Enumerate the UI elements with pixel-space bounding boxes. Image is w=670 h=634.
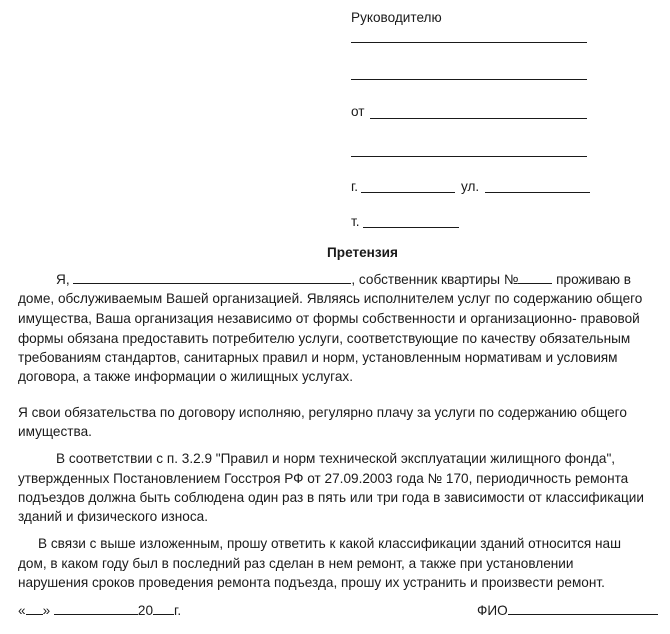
addressee-line-2[interactable] — [351, 79, 587, 80]
from-line-2[interactable] — [351, 156, 587, 157]
document-title: Претензия — [327, 245, 398, 260]
city-label: г. — [351, 179, 359, 194]
p2-line: имущества. — [18, 424, 92, 439]
addressee-label: Руководителю — [351, 10, 442, 25]
street-label: ул. — [461, 179, 480, 194]
date-quote-close: » — [42, 603, 51, 618]
p4-line: нарушения сроков проведения ремонта подъезда, прошу их устранить и произвести ремонт. — [18, 575, 605, 590]
p1-line: доме, обслуживаемым Вашей организацией. Являясь исполнителем услуг по содержанию общего — [18, 291, 643, 306]
from-label: от — [351, 104, 365, 119]
p1-line: требованиям стандартов, санитарных правил и норм, установленным нормативам и условиям — [18, 350, 618, 365]
date-quote-open: « — [18, 603, 26, 618]
city-line[interactable] — [361, 192, 455, 193]
p3-line: зданий и физического износа. — [18, 509, 208, 524]
phone-label: т. — [351, 214, 360, 229]
p3-line: подъездов должна быть соблюдена один раз в пять или три года в зависимости от классификации — [18, 490, 644, 505]
year-prefix: 20 — [137, 603, 154, 618]
signature-field — [477, 603, 658, 618]
date-field — [18, 603, 181, 618]
p1-owner-text: , собственник квартиры № — [351, 272, 519, 287]
street-line[interactable] — [485, 192, 590, 193]
p4-line: В связи с выше изложенным, прошу ответить к какой классификации зданий относится наш — [38, 536, 622, 551]
p4-line: дом, в каком году был в последний раз сделан в нем ремонт, а также при установлении — [18, 556, 574, 571]
p1-line: имущества, Ваша организация независимо от формы собственности и организационно- правовой — [18, 311, 640, 326]
p1-line: договора, а также информации о жилищных услугах. — [18, 369, 353, 384]
signature-blank[interactable] — [508, 613, 658, 615]
p2-line: Я свои обязательства по договору исполняю, регулярно плачу за услуги по содержанию общего — [18, 405, 627, 420]
p3-line: утвержденных Постановлением Госстроя РФ от 27.09.2003 года № 170, периодичность ремонта — [18, 471, 629, 486]
month-blank[interactable] — [54, 613, 138, 615]
owner-name-blank[interactable] — [73, 282, 351, 284]
p1-line: формы обязана предоставить потребителю услуги, соответствующие по качеству обязательным — [18, 331, 631, 346]
p1-prefix: Я, — [56, 272, 70, 287]
p1-live-text: проживаю в — [552, 272, 632, 287]
p1-first-line — [56, 272, 631, 287]
p3-line: В соответствии с п. 3.2.9 "Правил и норм технической эксплуатации жилищного фонда", — [56, 451, 616, 466]
phone-line[interactable] — [363, 227, 459, 228]
addressee-line-1[interactable] — [351, 42, 587, 43]
year-suffix: г. — [174, 603, 182, 618]
day-blank[interactable] — [26, 613, 43, 615]
apartment-number-blank[interactable] — [518, 282, 552, 284]
year-blank[interactable] — [153, 613, 174, 615]
signature-label: ФИО — [477, 603, 508, 618]
from-line[interactable] — [370, 118, 587, 119]
